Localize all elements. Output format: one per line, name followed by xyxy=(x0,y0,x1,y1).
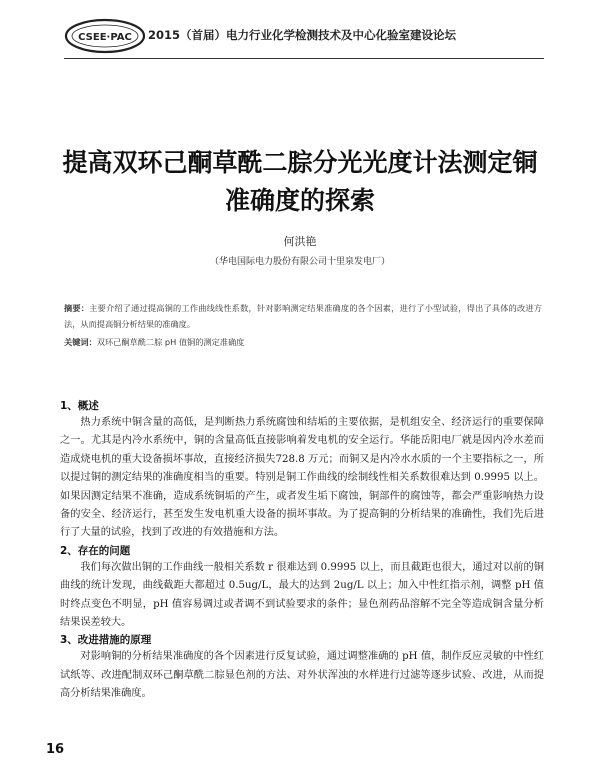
keywords xyxy=(64,335,542,349)
section-principle xyxy=(60,632,544,703)
abstract xyxy=(64,300,542,332)
paper-body xyxy=(60,398,544,704)
paper-title-line-2: 准确度的探索 xyxy=(224,186,375,215)
paper-title xyxy=(40,144,560,220)
abstract-text: 主要介绍了通过提高铜的工作曲线线性系数，针对影响测定结果准确度的各个因素，进行了小型试验，得出了具体的改进方法，从而提高铜分析结果的准确度。 xyxy=(64,303,542,329)
section-problems xyxy=(60,543,544,633)
paper-title-line-1: 提高双环己酮草酰二腙分光光度计法测定铜 xyxy=(62,148,538,177)
abstract-label: 摘要： xyxy=(64,303,90,313)
author-name: 何洪艳 xyxy=(283,235,317,248)
section-paragraph: 我们每次做出铜的工作曲线一般相关系数 r 很难达到 0.9995 以上，而且截距也很大，通过对以前的铜曲线的统计发现，曲线截距大都超过 0.5ug/L，最大的达到 2ug/L 以上；加入中性红指示剂，调整 pH 值时终点变色不明显，pH 值容易调过或者调不到试验要求的条件；显色剂药品溶解不完全等造成铜含量分析结果误差较大。 xyxy=(60,561,544,629)
logo-text: CSEE·PAC xyxy=(78,32,132,43)
keywords-text: 双环己酮草酰二腙 pH 值铜的测定准确度 xyxy=(96,337,245,347)
header-title: 2015（首届）电力行业化学检测技术及中心化验室建设论坛 xyxy=(148,28,457,42)
keywords-label: 关键词： xyxy=(64,337,97,347)
conference-logo xyxy=(64,18,146,54)
section-heading: 1、概述 xyxy=(60,400,99,412)
section-overview xyxy=(60,398,544,543)
page-number: 16 xyxy=(46,742,65,757)
section-heading: 3、改进措施的原理 xyxy=(60,634,152,647)
section-heading: 2、存在的问题 xyxy=(60,544,131,557)
header-divider xyxy=(64,58,544,59)
section-paragraph: 对影响铜的分析结果准确度的各个因素进行反复试验，通过调整准确的 pH 值，制作反应灵敏的中性红试纸等、改进配制双环己酮草酰二腙显色剂的方法、对外状浑浊的水样进行过滤等逐步试验、改进，从而提高分析结果准确度。 xyxy=(60,651,544,700)
page-header xyxy=(64,18,544,56)
section-paragraph: 热力系统中铜含量的高低，是判断热力系统腐蚀和结垢的主要依据，是机组安全、经济运行的重要保障之一。尤其是内冷水系统中，铜的含量高低直接影响着发电机的安全运行。华能岳阳电厂就是因内冷水差而造成烧电机的重大设备损坏事故，直接经济损失728.8 万元；而铜又是内冷水水质的一个主要指标之一，所以提过铜的测定结果的准确度相当的重要。特别是铜工作曲线的绘制线性相关系数很难达到 0.9995 以上。如果因测定结果不准确，造成系统铜垢的产生，或者发生垢下腐蚀，铜部件的腐蚀等，都会严重影响热力设备的安全、经济运行，甚至发生发电机重大设备的损坏事故。为了提高铜的分析结果的准确性，我们先后进行了大量的试验，找到了改进的有效措施和方法。 xyxy=(60,417,544,539)
author-affiliation: （华电国际电力股份有限公司十里泉发电厂） xyxy=(209,257,390,267)
